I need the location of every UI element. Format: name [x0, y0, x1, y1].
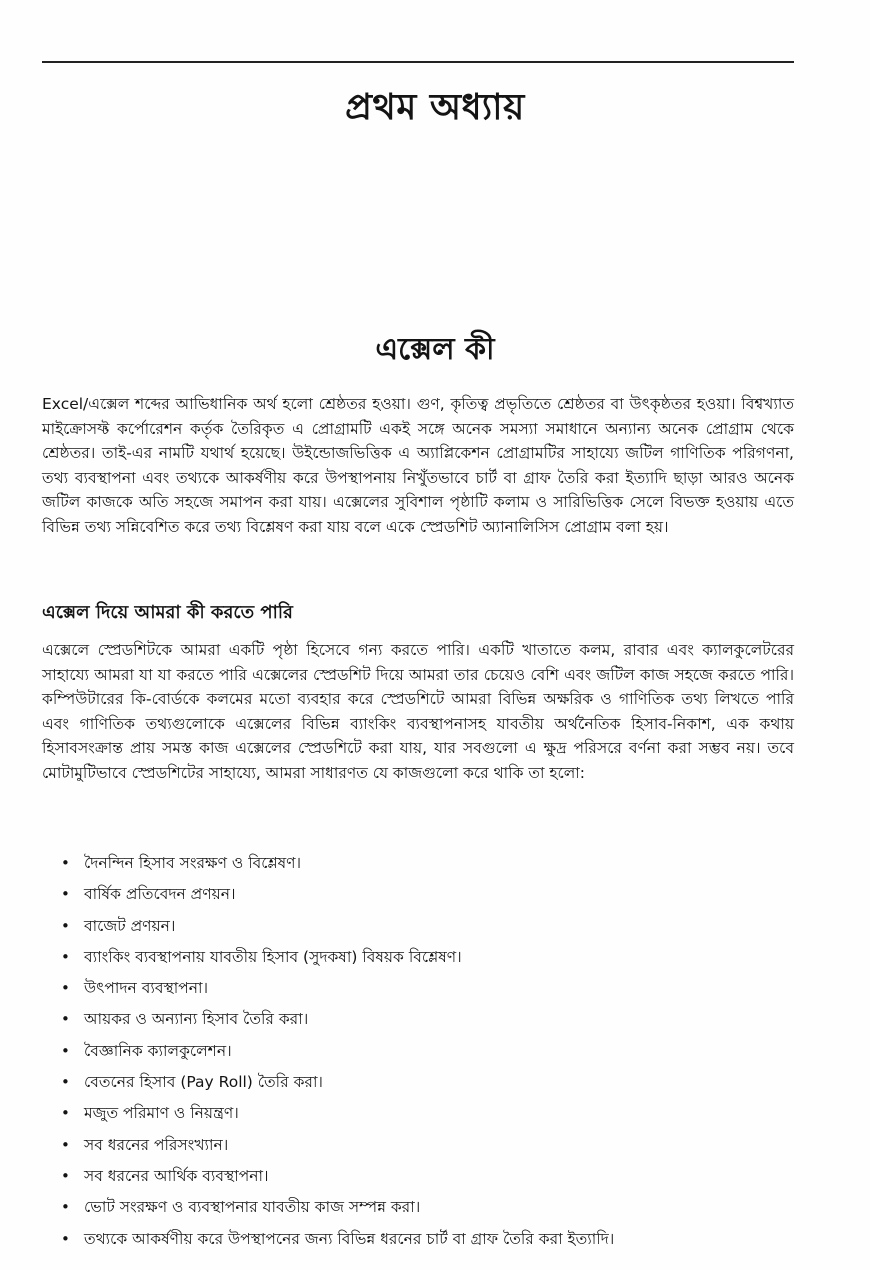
- bullet-icon: •: [61, 1010, 70, 1029]
- list-item: [42, 1004, 802, 1035]
- bullet-icon: •: [61, 979, 70, 998]
- list-item: [42, 1098, 802, 1129]
- bullet-icon: •: [61, 947, 70, 966]
- subheading: এক্সেল দিয়ে আমরা কী করতে পারি: [42, 602, 293, 623]
- list-item: [42, 1224, 802, 1255]
- list-item-text: তথ্যকে আকর্ষণীয় করে উপস্থাপনের জন্য বিভিন্ন ধরনের চার্ট বা গ্রাফ তৈরি করা ইত্যাদি।: [84, 1229, 615, 1248]
- list-item-text: মজুত পরিমাণ ও নিয়ন্ত্রণ।: [84, 1104, 239, 1123]
- bullet-icon: •: [61, 885, 70, 904]
- chapter-title: প্রথম অধ্যায়: [345, 87, 525, 128]
- bullet-list: [42, 848, 802, 1255]
- bullet-icon: •: [61, 1104, 70, 1123]
- bullet-icon: •: [61, 1135, 70, 1154]
- list-item-text: বেতনের হিসাব (Pay Roll) তৈরি করা।: [84, 1073, 323, 1092]
- list-item-text: ভোট সংরক্ষণ ও ব্যবস্থাপনার যাবতীয় কাজ সম্পন্ন করা।: [84, 1198, 421, 1217]
- intro-paragraph: Excel/এক্সেল শব্দের আভিধানিক অর্থ হলো শ্রেষ্ঠতর হওয়া। গুণ, কৃতিত্ব প্রভৃতিতে শ্রেষ্ঠতর বা উৎকৃষ্ঠতর হওয়া। বিশ্বখ্যাত মাইক্রোসফ্ট কর্পোরেশন কর্তৃক তৈরিকৃত এ প্রোগ্রামটি একই সঙ্গে অনেক সমস্যা সমাধানে অন্যান্য অনেক প্রোগ্রাম থেকে শ্রেষ্ঠতর। তাই-এর নামটি যথার্থ হয়েছে। উইন্ডোজভিত্তিক এ অ্যাপ্লিকেশন প্রোগ্রামটির সাহায্যে জটিল গাণিতিক পরিগণনা, তথ্য ব্যবস্থাপনা এবং তথ্যকে আকর্ষণীয় করে উপস্থাপনায় নিখুঁতভাবে চার্ট বা গ্রাফ তৈরি করা ইত্যাদি ছাড়া আরও অনেক জটিল কাজকে অতি সহজে সমাপন করা যায়। এক্সেলের সুবিশাল পৃষ্ঠাটি কলাম ও সারিভিত্তিক সেলে বিভক্ত হওয়ায় এতে বিভিন্ন তথ্য সন্নিবেশিত করে তথ্য বিশ্লেষণ করা যায় বলে একে স্প্রেডশিট অ্যানালিসিস প্রোগ্রাম বলা হয়।: [42, 395, 794, 536]
- list-item: [42, 1161, 802, 1192]
- list-item-text: বৈজ্ঞানিক ক্যালকুলেশন।: [84, 1041, 232, 1060]
- list-item-text: দৈনন্দিন হিসাব সংরক্ষণ ও বিশ্লেষণ।: [84, 854, 302, 872]
- list-item-text: বার্ষিক প্রতিবেদন প্রণয়ন।: [84, 885, 236, 904]
- list-item: [42, 942, 802, 973]
- list-item-text: বাজেট প্রণয়ন।: [84, 916, 176, 935]
- bullet-icon: •: [61, 1073, 70, 1092]
- list-item-text: ব্যাংকিং ব্যবস্থাপনায় যাবতীয় হিসাব (সুদকষা) বিষয়ক বিশ্লেষণ।: [84, 947, 462, 966]
- bullet-icon: •: [61, 916, 70, 935]
- bullet-icon: •: [61, 1041, 70, 1060]
- bullet-icon: •: [61, 1198, 70, 1217]
- list-item-text: উৎপাদন ব্যবস্থাপনা।: [84, 979, 209, 998]
- list-item-text: সব ধরনের আর্থিক ব্যবস্থাপনা।: [84, 1166, 269, 1185]
- bullet-icon: •: [61, 1166, 70, 1185]
- list-item-text: সব ধরনের পরিসংখ্যান।: [84, 1135, 229, 1154]
- bullet-icon: •: [61, 1229, 70, 1248]
- list-item: [42, 1192, 802, 1223]
- list-item: [42, 911, 802, 942]
- list-item: [42, 1067, 802, 1098]
- header-rule: [42, 61, 794, 63]
- list-item: [42, 1036, 802, 1067]
- list-item: [42, 879, 802, 910]
- section-title: এক্সেল কী: [375, 332, 495, 367]
- body-paragraph: এক্সেলে স্প্রেডশিটকে আমরা একটি পৃষ্ঠা হিসেবে গন্য করতে পারি। একটি খাতাতে কলম, রাবার এবং ক্যালকুলেটরের সাহায্যে আমরা যা যা করতে পারি এক্সেলের স্প্রেডশিট দিয়ে আমরা তার চেয়েও বেশি এবং জটিল কাজ সহজে করতে পারি। কম্পিউটারের কি-বোর্ডকে কলমের মতো ব্যবহার করে স্প্রেডশিটে আমরা বিভিন্ন অক্ষরিক ও গাণিতিক তথ্য লিখতে পারি এবং গাণিতিক তথ্যগুলোকে এক্সেলের বিভিন্ন ব্যাংকিং ব্যবস্থাপনাসহ যাবতীয় অর্থনৈতিক হিসাব-নিকাশ, এক কথায় হিসাবসংক্রান্ত প্রায় সমস্ত কাজ এক্সেলের স্প্রেডশিটে করা যায়, যার সবগুলো এ ক্ষুদ্র পরিসরে বর্ণনা করা সম্ভব নয়। তবে মোটামুটিভাবে স্প্রেডশিটের সাহায্যে, আমরা সাধারণত যে কাজগুলো করে থাকি তা হলো:: [42, 641, 794, 782]
- list-item: [42, 973, 802, 1004]
- list-item: [42, 1130, 802, 1161]
- list-item-text: আয়কর ও অন্যান্য হিসাব তৈরি করা।: [84, 1010, 309, 1029]
- list-item: [42, 848, 802, 879]
- bullet-icon: •: [61, 854, 70, 872]
